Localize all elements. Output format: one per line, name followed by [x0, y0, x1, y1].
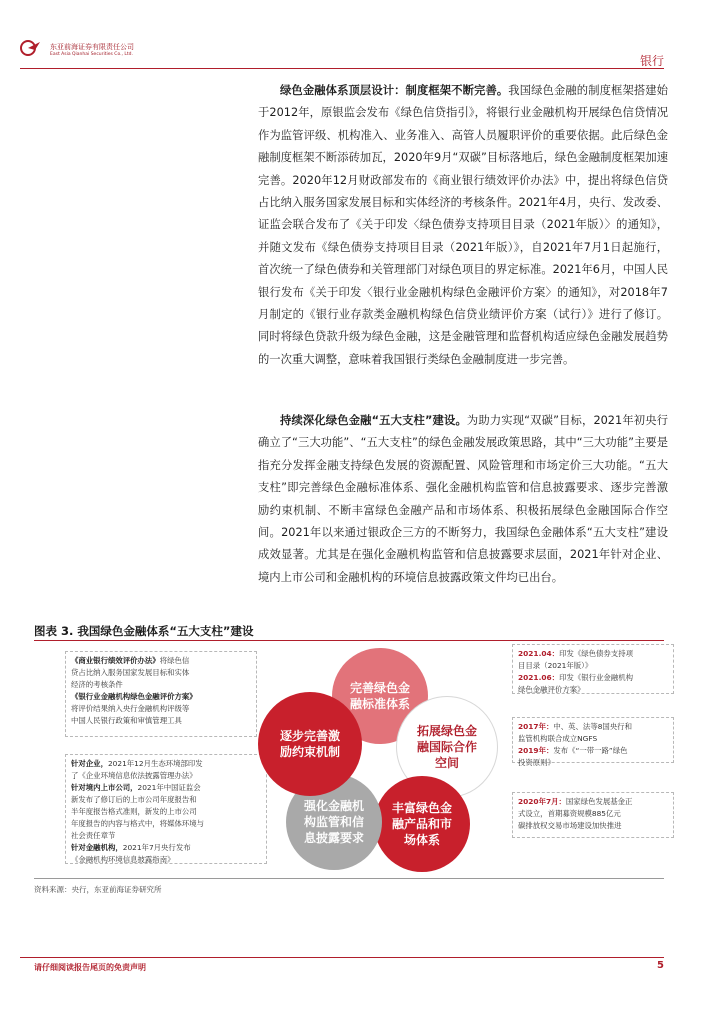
note-line: [518, 684, 668, 696]
note-line: [71, 679, 251, 691]
note-line: [518, 672, 668, 684]
note-line-text: 新发布了修订后的上市公司年度报告和: [71, 795, 197, 804]
note-line-text: 2021年12月生态环境部印发: [107, 759, 203, 768]
paragraph-lead: 绿色金融体系顶层设计：制度框架不断完善。: [280, 84, 509, 97]
note-line-text: 目目录（2021年版）》: [518, 661, 593, 670]
five-pillars-diagram: [250, 640, 510, 860]
note-line-text: 投资原则》: [518, 758, 555, 767]
company-name-cn: 东亚前海证券有限责任公司: [50, 43, 134, 51]
note-line-text: 印发《绿色债券支持项: [559, 649, 633, 658]
note-line: [71, 655, 251, 667]
note-line: [518, 796, 668, 808]
paragraph-five-pillars: [258, 410, 668, 589]
pillar-incentives: 逐步完善激励约束机制: [258, 692, 362, 796]
note-line-lead: 针对境内上市公司，: [71, 783, 138, 792]
note-line-text: 碳排放权交易市场建设加快推进: [518, 821, 622, 830]
note-line: [71, 830, 261, 842]
note-line: [71, 715, 251, 727]
company-logo-icon: [20, 38, 42, 58]
note-line-lead: 2019年：: [518, 746, 554, 755]
note-line: [71, 818, 261, 830]
note-line-text: 中国人民银行政策和审慎管理工具: [71, 716, 182, 725]
note-line: [518, 660, 668, 672]
page-header: [0, 0, 724, 72]
note-line-text: 了《企业环境信息依法披露管理办法》: [71, 771, 197, 780]
note-line: [71, 667, 251, 679]
paragraph-lead: 持续深化绿色金融“五大支柱”建设。: [280, 414, 467, 427]
pillar-products-markets: 丰富绿色金融产品和市场体系: [374, 776, 470, 872]
note-line-text: 绿色金融评价方案》: [518, 685, 585, 694]
note-box-left-top: [65, 651, 257, 737]
note-line: [71, 842, 261, 854]
note-line: [518, 745, 668, 757]
note-line-text: 发布《“一带一路”绿色: [553, 746, 628, 755]
note-line-text: 《金融机构环境信息披露指南》: [71, 855, 175, 864]
note-line: [71, 703, 251, 715]
footer-divider: [20, 957, 664, 958]
note-line: [71, 794, 261, 806]
note-line-lead: 针对金融机构，: [71, 843, 123, 852]
figure-title: 图表 3. 我国绿色金融体系“五大支柱”建设: [34, 624, 254, 638]
note-line: [71, 770, 261, 782]
note-box-right-2: [512, 717, 674, 767]
note-line-text: 社会责任章节: [71, 831, 116, 840]
note-line-lead: 2020年7月：: [518, 797, 566, 806]
pillar-international: 拓展绿色金融国际合作空间: [396, 696, 498, 798]
note-line-lead: 2021.04：: [518, 649, 560, 658]
note-line: [518, 757, 668, 769]
note-line-text: 2021年中国证监会: [137, 783, 201, 792]
note-box-left-bottom: [65, 754, 267, 864]
note-line-text: 年度报告的内容与格式中，将媒体环境与: [71, 819, 205, 828]
note-line: [518, 648, 668, 660]
note-box-right-3: [512, 792, 674, 838]
note-line-lead: 2021.06：: [518, 673, 560, 682]
note-line: [518, 721, 668, 733]
header-divider: [20, 68, 664, 69]
note-line: [518, 733, 668, 745]
note-line-text: 监管机构联合成立NGFS: [518, 734, 598, 743]
note-line: [518, 808, 668, 820]
note-line-lead: 《商业银行绩效评价办法》: [71, 656, 160, 665]
figure-bottom-rule: [34, 878, 664, 879]
note-line-text: 将绿色信: [159, 656, 190, 665]
note-line-text: 将评价结果纳入央行金融机构评级等: [71, 704, 190, 713]
footer-disclaimer: 请仔细阅读报告尾页的免责声明: [34, 963, 146, 972]
section-tag: 银行: [639, 54, 664, 68]
note-line: [71, 854, 261, 866]
paragraph-text: 我国绿色金融的制度框架搭建始于2012年，原银监会发布《绿色信贷指引》，将银行业金融机构开展绿色信贷情况作为监管评级、机构准入、业务准入、高管人员履职评价的重要依据。此后绿色金融制度框架不断添砖加瓦，2020年9月“双碳”目标落地后，绿色金融制度框架加速完善。2020年12月财政部发布的《商业银行绩效评价办法》中，提出将绿色信贷占比纳入服务国家发展目标和实体经济的考核条件。2021年4月，央行、发改委、证监会联合发布了《关于印发〈绿色债券支持项目目录（2021年版）〉的通知》，并随文发布《绿色债券支持项目目录（2021年版）》，自2021年7月1日起施行，首次统一了绿色债券和关管理部门对绿色项目的界定标准。2021年6月，中国人民银行发布《关于印发〈银行业金融机构绿色金融评价方案〉的通知》，对2018年7月制定的《银行业存款类金融机构绿色信贷业绩评价方案（试行）》进行了修订。同时将绿色贷款升级为绿色金融，这是金融管理和监督机构适应绿色金融发展趋势的一次重大调整，意味着我国银行类绿色金融制度进一步完善。: [258, 84, 668, 366]
paragraph-text: 为助力实现“双碳”目标，2021年初央行确立了“三大功能”、“五大支柱”的绿色金融发展政策思路，其中“三大功能”主要是指充分发挥金融支持绿色发展的资源配置、风险管理和市场定价三大功能。“五大支柱”即完善绿色金融标准体系、强化金融机构监管和信息披露要求、逐步完善激励约束机制、不断丰富绿色金融产品和市场体系、积极拓展绿色金融国际合作空间。2021年以来通过银政企三方的不断努力，我国绿色金融体系“五大支柱”建设成效显著。尤其是在强化金融机构监管和信息披露要求层面，2021年针对企业、境内上市公司和金融机构的环境信息披露政策文件均已出台。: [258, 414, 668, 584]
note-line-text: 经济的考核条件: [71, 680, 123, 689]
note-line: [71, 691, 251, 703]
note-line: [71, 758, 261, 770]
note-line-text: 半年度报告格式准则，新发的上市公司: [71, 807, 197, 816]
note-line-text: 2021年7月央行发布: [122, 843, 191, 852]
note-line-lead: 《银行业金融机构绿色金融评价方案》: [71, 692, 197, 701]
note-line-lead: 2017年：: [518, 722, 554, 731]
pillar-standards: 完善绿色金融标准体系: [332, 648, 428, 744]
note-line-lead: 针对企业，: [71, 759, 108, 768]
note-line-text: 国家绿色发展基金正: [565, 797, 633, 806]
pillar-supervision-disclosure: 强化金融机构监管和信息披露要求: [286, 774, 382, 870]
note-box-right-1: [512, 644, 674, 694]
note-line: [71, 806, 261, 818]
note-line-text: 贷占比纳入服务国家发展目标和实体: [71, 668, 190, 677]
note-line: [518, 820, 668, 832]
page-number: 5: [657, 960, 664, 971]
paragraph-top-level-design: [258, 80, 668, 371]
company-name-en: East Asia Qianhai Securities Co., Ltd.: [50, 52, 133, 57]
note-line-text: 中、英、法等8国央行和: [553, 722, 632, 731]
note-line-text: 式设立，首期募资规模885亿元: [518, 809, 621, 818]
note-line-text: 印发《银行业金融机构: [559, 673, 633, 682]
figure-source: 资料来源：央行，东亚前海证券研究所: [34, 885, 162, 894]
note-line: [71, 782, 261, 794]
